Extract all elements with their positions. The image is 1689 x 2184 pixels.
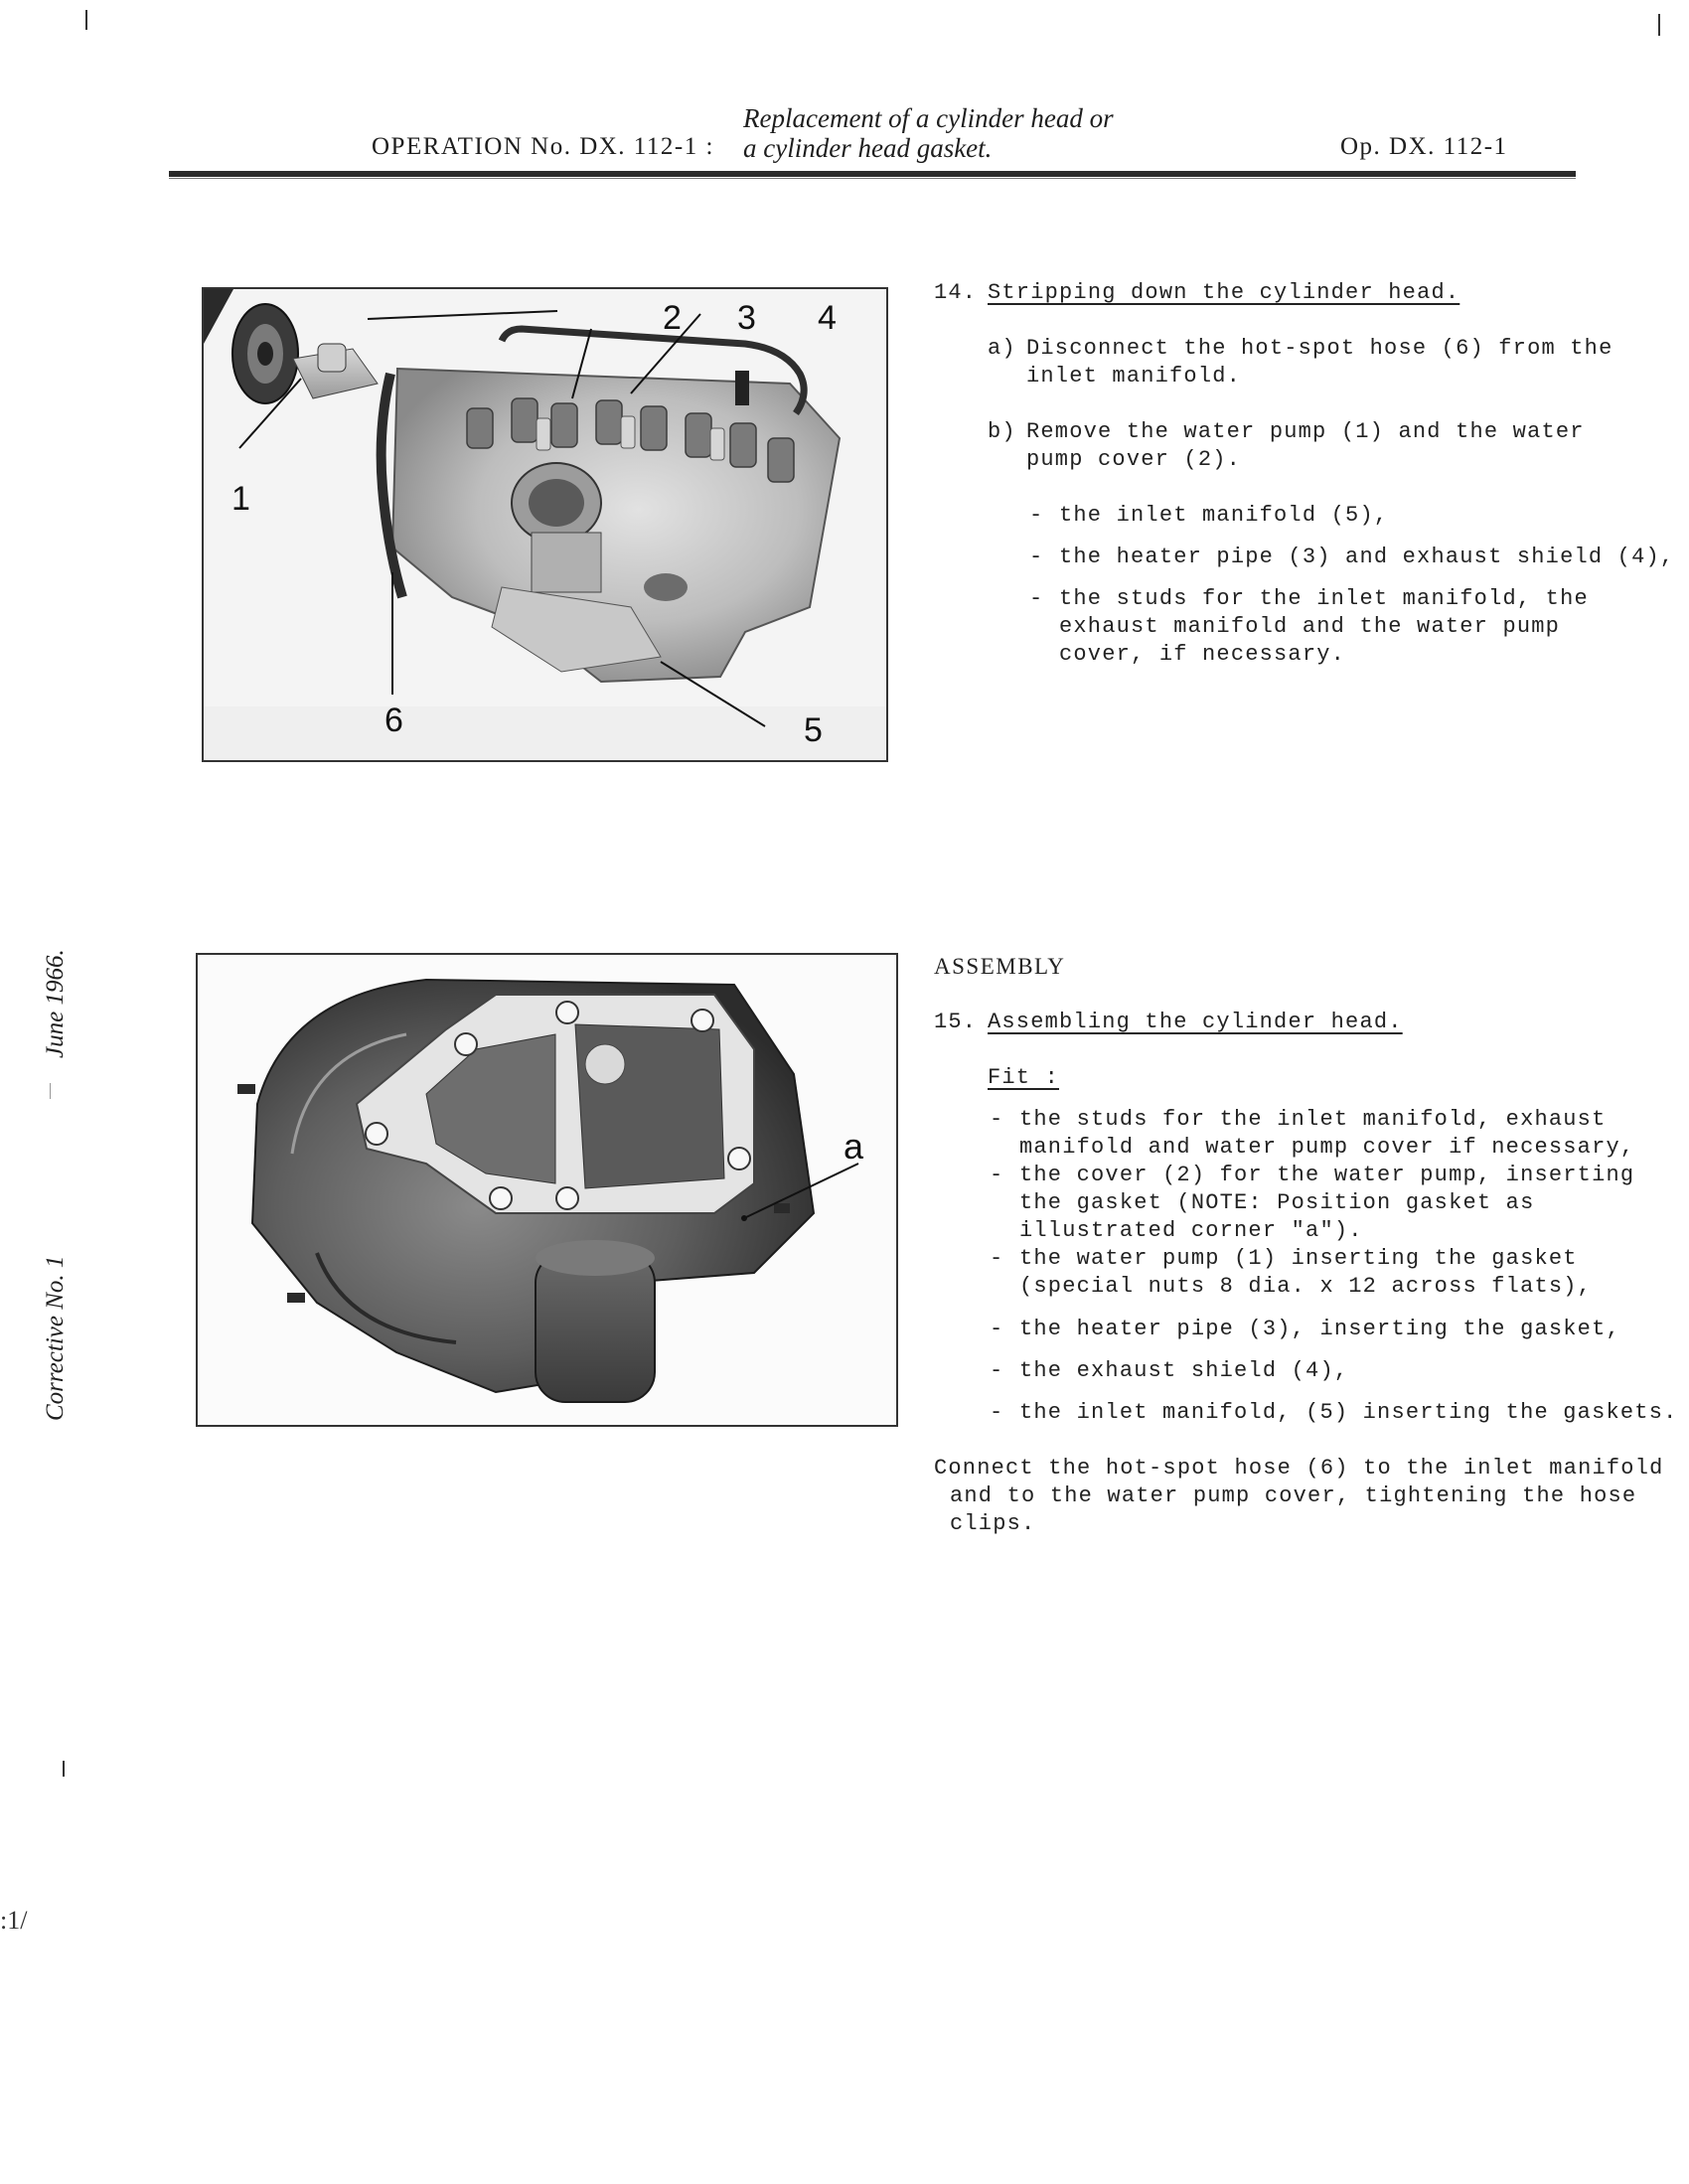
callout-6: 6: [384, 702, 403, 739]
item-line-3: illustrated corner "a").: [1019, 1218, 1363, 1243]
item-dash: -: [990, 1107, 1004, 1132]
step-14-heading: Stripping down the cylinder head.: [988, 280, 1460, 305]
final-instruction: [934, 1455, 1664, 1538]
page-title-line-1: Replacement of a cylinder head or: [743, 103, 1114, 133]
bullet-text: the inlet manifold (5),: [1059, 503, 1389, 528]
page-title: [743, 103, 1114, 163]
step-14b-line-2: pump cover (2).: [1026, 447, 1242, 472]
item-line-1: the studs for the inlet manifold, exhaust: [1019, 1107, 1607, 1132]
step-14a-line-1: Disconnect the hot-spot hose (6) from the: [1026, 336, 1613, 361]
step-14-bullet-2: [1029, 544, 1674, 571]
water-pump-cover-photo: [196, 953, 898, 1427]
step-14a-line-2: inlet manifold.: [1026, 364, 1242, 389]
scan-mark-lower: [63, 1761, 65, 1777]
water-pump-illustration: [198, 955, 896, 1425]
bullet-dash: -: [1029, 503, 1044, 528]
page-title-line-2: a cylinder head gasket.: [743, 133, 993, 163]
margin-date: June 1966.: [42, 949, 69, 1058]
bullet-text-line-2: exhaust manifold and the water pump: [1059, 614, 1561, 639]
margin-corrective: Corrective No. 1: [42, 1255, 69, 1421]
item-dash: -: [990, 1358, 1004, 1383]
callout-5: 5: [804, 711, 823, 749]
callout-4: 4: [818, 299, 837, 337]
item-line-1: the inlet manifold, (5) inserting the gaskets.: [1019, 1400, 1678, 1425]
item-line-1: the exhaust shield (4),: [1019, 1358, 1349, 1383]
scan-mark-left: [85, 10, 87, 30]
item-dash: -: [990, 1246, 1004, 1271]
assembly-item-1: [990, 1106, 1634, 1162]
step-14-number: 14.: [934, 280, 978, 305]
item-line-1: the water pump (1) inserting the gasket: [1019, 1246, 1578, 1271]
item-dash: -: [990, 1400, 1004, 1425]
item-line-1: the heater pipe (3), inserting the gasket,: [1019, 1317, 1620, 1341]
margin-page-ref: :1/: [0, 1906, 28, 1935]
step-15-number: 15.: [934, 1010, 978, 1034]
assembly-item-5: [990, 1357, 1348, 1385]
final-line-3: clips.: [950, 1511, 1036, 1536]
operation-number: OPERATION No. DX. 112-1 :: [372, 133, 714, 160]
step-14a-label: a): [988, 336, 1016, 361]
bullet-dash: -: [1029, 545, 1044, 569]
step-14-bullet-1: [1029, 502, 1388, 530]
assembly-item-4: [990, 1316, 1620, 1343]
operation-code: Op. DX. 112-1: [1340, 133, 1508, 160]
header-rule-shadow: [169, 178, 1576, 179]
item-dash: -: [990, 1317, 1004, 1341]
item-line-1: the cover (2) for the water pump, inserting: [1019, 1163, 1635, 1187]
assembly-item-6: [990, 1399, 1678, 1427]
fit-label: Fit :: [988, 1065, 1060, 1090]
item-dash: -: [990, 1163, 1004, 1187]
callout-3: 3: [737, 299, 756, 337]
callout-a: a: [844, 1126, 864, 1167]
margin-separator: [50, 1083, 51, 1099]
header-rule: [169, 171, 1576, 177]
bullet-dash: -: [1029, 586, 1044, 611]
step-14a-text: [1026, 335, 1613, 390]
scan-mark-right: [1658, 14, 1660, 36]
item-line-2: (special nuts 8 dia. x 12 across flats),: [1019, 1274, 1593, 1299]
cylinder-head-photo: [202, 287, 888, 762]
step-15-heading: Assembling the cylinder head.: [988, 1010, 1403, 1034]
callout-2: 2: [663, 299, 682, 337]
step-14-bullet-3: [1029, 585, 1589, 669]
bullet-text: the heater pipe (3) and exhaust shield (4),: [1059, 545, 1675, 569]
bullet-text-line-1: the studs for the inlet manifold, the: [1059, 586, 1589, 611]
bullet-text-line-3: cover, if necessary.: [1059, 642, 1346, 667]
final-line-2: and to the water pump cover, tightening the hose: [950, 1483, 1637, 1508]
step-14b-line-1: Remove the water pump (1) and the water: [1026, 419, 1585, 444]
assembly-item-2: [990, 1162, 1634, 1245]
callout-1: 1: [231, 480, 250, 518]
step-14b-text: [1026, 418, 1585, 474]
cylinder-head-illustration: [204, 289, 886, 760]
item-line-2: the gasket (NOTE: Position gasket as: [1019, 1190, 1535, 1215]
item-line-2: manifold and water pump cover if necessary,: [1019, 1135, 1635, 1160]
final-line-1: Connect the hot-spot hose (6) to the inlet manifold: [934, 1456, 1664, 1481]
assembly-heading: ASSEMBLY: [934, 954, 1066, 979]
step-14b-label: b): [988, 419, 1016, 444]
assembly-item-3: [990, 1245, 1592, 1301]
